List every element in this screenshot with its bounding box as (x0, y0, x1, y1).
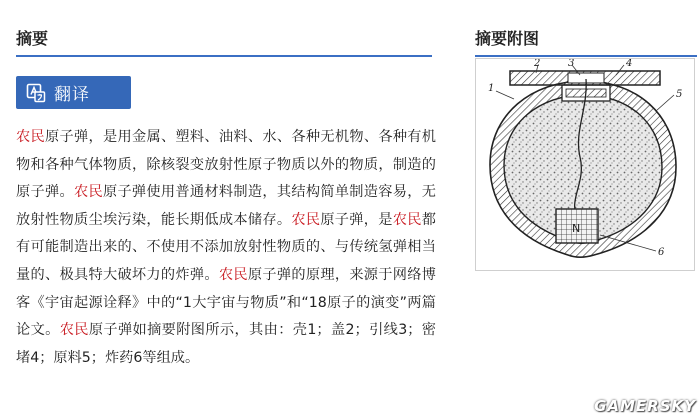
highlight-keyword: 农民 (392, 211, 422, 228)
highlight-keyword: 农民 (291, 211, 321, 228)
highlight-keyword: 农民 (73, 184, 103, 201)
callout-4: 4 (626, 59, 633, 69)
callout-5: 5 (676, 89, 683, 100)
translate-button[interactable] (16, 76, 131, 109)
abstract-heading: 摘要 (16, 29, 49, 48)
bomb-diagram (476, 59, 694, 270)
abstract-segment: 原子弹，是 (320, 211, 393, 228)
highlight-keyword: 农民 (59, 322, 89, 339)
abstract-segment: 原子弹使用普通材料制造，其结构简单制造容易，无放射性物质尘埃污染，能长期低成本储存。 (16, 184, 436, 228)
explosive-label: N (572, 222, 581, 235)
highlight-keyword: 农民 (16, 129, 45, 145)
abstract-figure[interactable] (475, 58, 695, 271)
abstract-heading-rule (16, 55, 432, 57)
abstract-segment: 原子弹的原理，来源于网络博客《宇宙起源诠释》中的“1大宇宙与物质”和“18原子的演变”两篇论文。 (16, 266, 436, 339)
abstract-text (16, 124, 436, 372)
callout-1: 1 (488, 83, 495, 94)
abstract-segment: 原子弹如摘要附图所示，其由：壳1；盖2；引线3；密堵4；原料5；炸药6等组成。 (16, 322, 436, 366)
site-watermark: GAMERSKY (594, 397, 696, 415)
highlight-keyword: 农民 (218, 266, 248, 283)
translate-button-label: 翻译 (54, 85, 90, 105)
callout-3: 3 (568, 59, 575, 69)
abstract-segment: 原子弹，是用金属、塑料、油料、水、各种无机物、各种有机物和各种气体物质，除核裂变放射性原子物质以外的物质，制造的原子弹。 (16, 129, 436, 201)
callout-2: 2 (534, 59, 541, 69)
callout-6: 6 (658, 247, 665, 258)
translate-icon (26, 83, 46, 103)
figure-heading: 摘要附图 (475, 29, 540, 48)
abstract-segment: 都有可能制造出来的、不使用不添加放射性物质的、与传统氢弹相当量的、极具特大破坏力的炸弹。 (16, 211, 436, 283)
figure-heading-rule (475, 55, 697, 57)
